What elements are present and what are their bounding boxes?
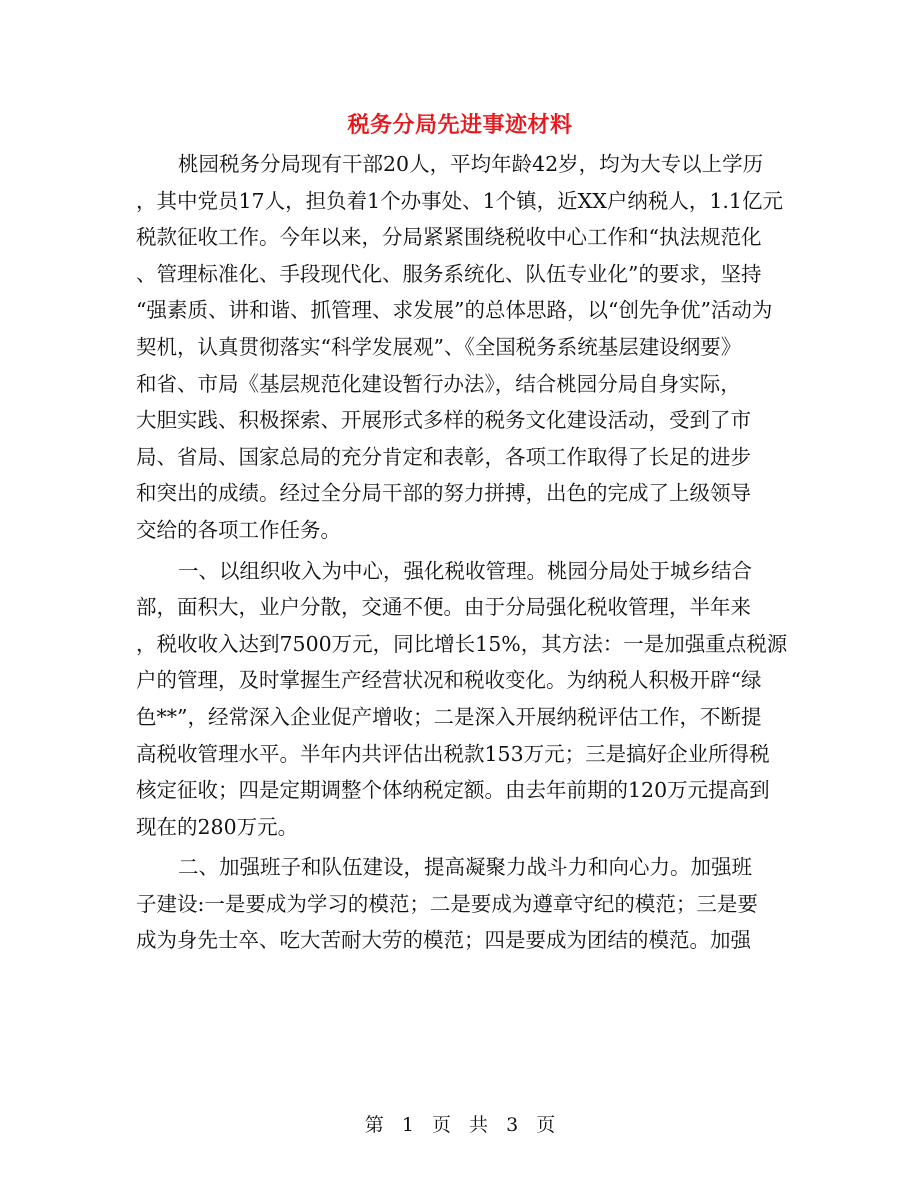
text-line: 核定征收；四是定期调整个体纳税定额。由去年前期的120万元提高到 — [136, 778, 770, 803]
text-line: 局、省局、国家总局的充分肯定和表彰，各项工作取得了长足的进步 — [136, 444, 751, 469]
paragraph-section-one — [136, 553, 786, 846]
text-line: 成为身先士卒、吃大苦耐大劳的模范；四是要成为团结的模范。加强 — [136, 928, 751, 953]
total-label: 共 — [469, 1114, 489, 1136]
text-line: 二、加强班子和队伍建设，提高凝聚力战斗力和向心力。加强班 — [178, 855, 752, 880]
document-title: 税务分局先进事迹材料 — [347, 112, 573, 138]
paragraph-intro — [136, 146, 786, 549]
text-line: 部，面积大，业户分散，交通不便。由于分局强化税收管理，半年来 — [136, 595, 751, 620]
text-line: 高税收管理水平。半年内共评估出税款153万元；三是搞好企业所得税 — [136, 741, 770, 766]
text-line: 和省、市局《基层规范化建设暂行办法》，结合桃园分局自身实际， — [136, 371, 741, 396]
text-line: 一、以组织收入为中心，强化税收管理。桃园分局处于城乡结合 — [178, 558, 752, 583]
text-line: 、管理标准化、手段现代化、服务系统化、队伍专业化”的要求，坚持 — [136, 261, 762, 286]
total-unit-label: 页 — [536, 1114, 556, 1136]
paragraph-section-two — [136, 849, 786, 959]
text-line: 契机，认真贯彻落实“科学发展观”、《全国税务系统基层建设纲要》 — [136, 334, 742, 359]
text-line: ，税收收入达到7500万元，同比增长15%，其方法：一是加强重点税源 — [136, 631, 788, 656]
document-body — [136, 146, 786, 959]
page-current-number: 1 — [401, 1114, 414, 1136]
text-line: 大胆实践、积极探索、开展形式多样的税务文化建设活动，受到了市 — [136, 408, 751, 433]
text-line: 户的管理，及时掌握生产经营状况和税收变化。为纳税人积极开辟“绿 — [136, 668, 762, 693]
page-footer — [0, 1113, 920, 1137]
text-line: 现在的280万元。 — [136, 814, 299, 839]
text-line: 交给的各项工作任务。 — [136, 517, 341, 542]
text-line: 税款征收工作。今年以来，分局紧紧围绕税收中心工作和“执法规范化 — [136, 225, 762, 250]
page-unit-label: 页 — [431, 1114, 451, 1136]
text-line: ，其中党员17人，担负着1个办事处、1个镇，近XX户纳税人，1.1亿元 — [136, 188, 783, 213]
text-line: 色**”，经常深入企业促产增收；二是深入开展纳税评估工作，不断提 — [136, 704, 762, 729]
page-label: 第 — [364, 1114, 384, 1136]
page-total-number: 3 — [506, 1114, 519, 1136]
text-line: 和突出的成绩。经过全分局干部的努力拼搏，出色的完成了上级领导 — [136, 481, 751, 506]
text-line: “强素质、讲和谐、抓管理、求发展”的总体思路，以“创先争优”活动为 — [136, 298, 773, 323]
text-line: 子建设:一是要成为学习的模范；二是要成为遵章守纪的模范；三是要 — [136, 891, 758, 916]
text-line: 桃园税务分局现有干部20人，平均年龄42岁，均为大专以上学历 — [178, 152, 764, 176]
